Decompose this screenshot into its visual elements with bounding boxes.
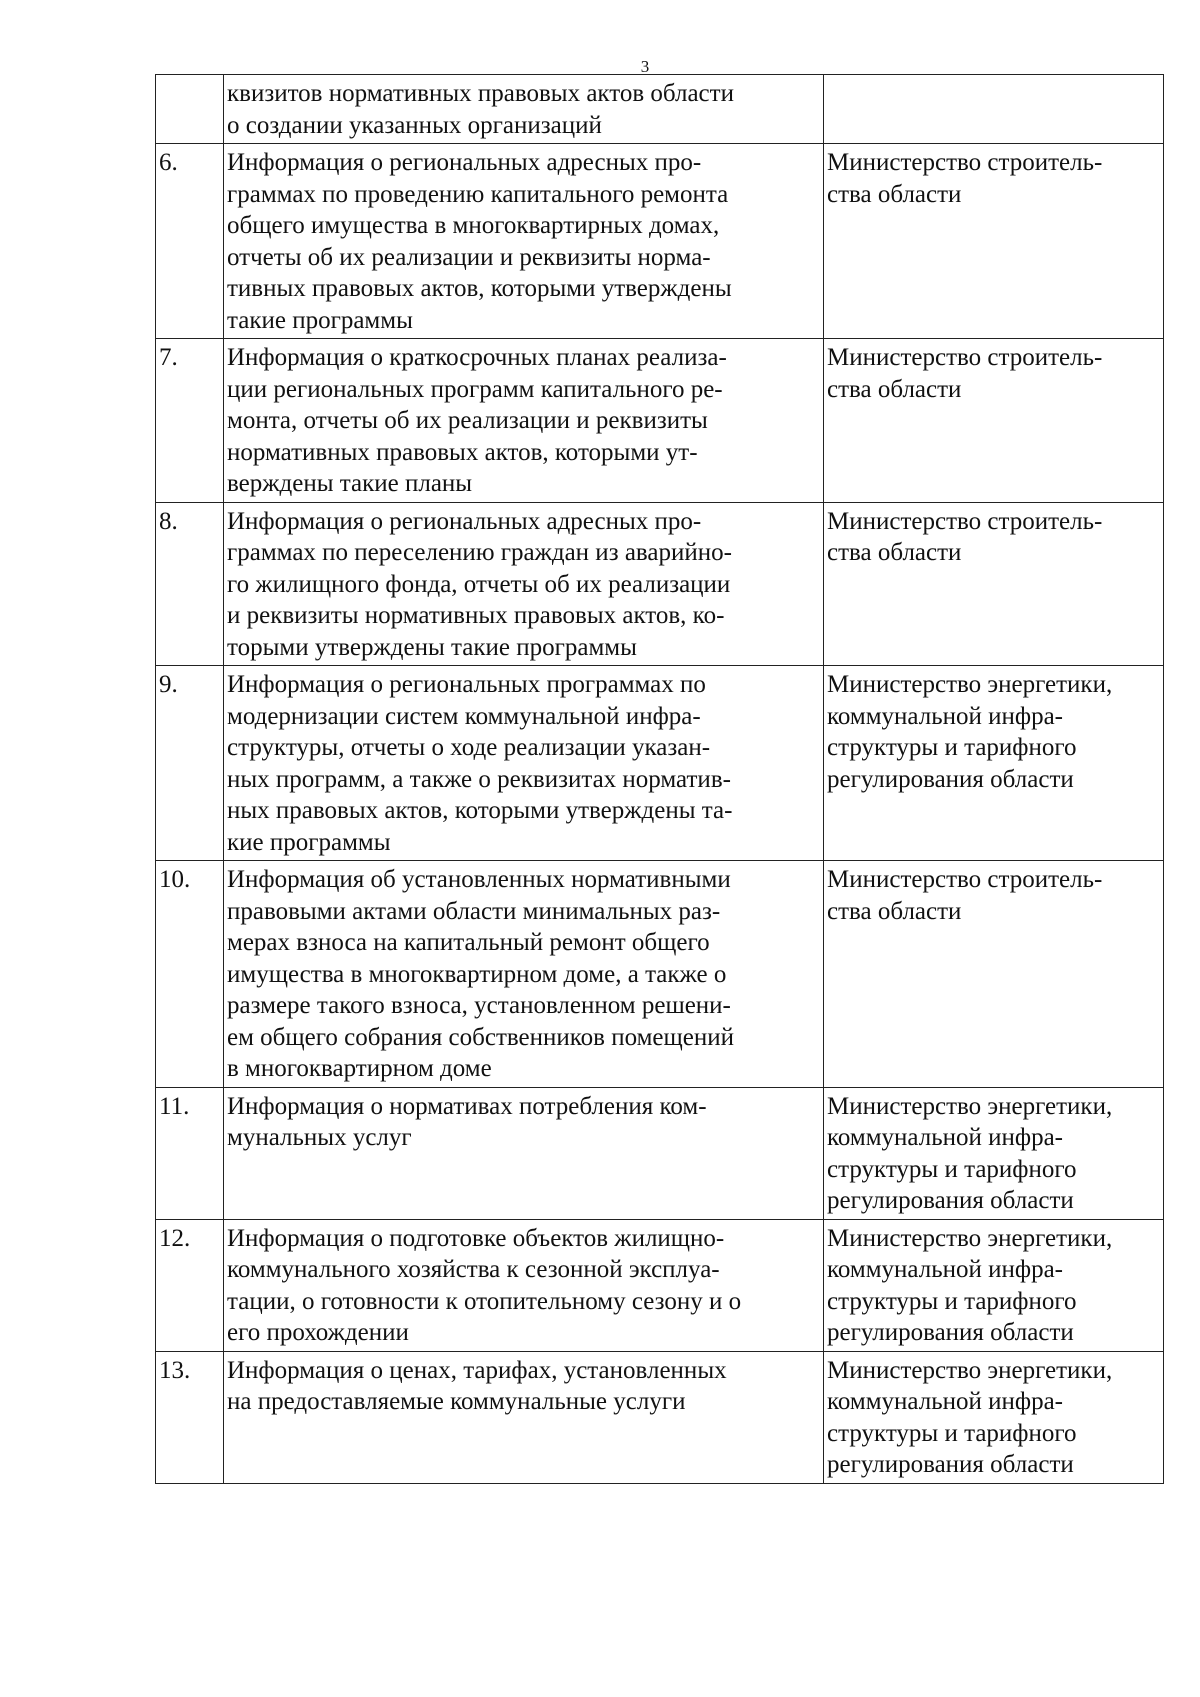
- row-number: 6.: [156, 144, 224, 339]
- information-table: [155, 74, 1164, 1484]
- responsible-cell: Министерство строитель- ства области: [824, 339, 1164, 503]
- table-row: [156, 144, 1164, 339]
- row-number: 7.: [156, 339, 224, 503]
- info-cell: квизитов нормативных правовых актов области о создании указанных организаций: [224, 75, 824, 144]
- responsible-cell: Министерство строитель- ства области: [824, 144, 1164, 339]
- info-cell: Информация об установленных нормативными правовыми актами области минимальных раз- мерах взноса на капитальный ремонт общего имущества в многоквартирном доме, а также о размере такого взноса, установленном решени- ем общего собрания собственников помещений в многоквартирном доме: [224, 861, 824, 1088]
- table-row: [156, 75, 1164, 144]
- row-number: 13.: [156, 1351, 224, 1483]
- page-number: 3: [640, 57, 650, 76]
- table-row: [156, 1351, 1164, 1483]
- responsible-cell: Министерство энергетики, коммунальной инфра- структуры и тарифного регулирования области: [824, 1087, 1164, 1219]
- row-number: 9.: [156, 666, 224, 861]
- responsible-cell: Министерство энергетики, коммунальной инфра- структуры и тарифного регулирования области: [824, 666, 1164, 861]
- responsible-cell: Министерство энергетики, коммунальной инфра- структуры и тарифного регулирования области: [824, 1219, 1164, 1351]
- row-number: 11.: [156, 1087, 224, 1219]
- info-cell: Информация о региональных адресных про- граммах по проведению капитального ремонта общего имущества в многоквартирных домах, отчеты об их реализации и реквизиты норма- тивных правовых актов, которыми утверждены такие программы: [224, 144, 824, 339]
- responsible-cell: Министерство энергетики, коммунальной инфра- структуры и тарифного регулирования области: [824, 1351, 1164, 1483]
- row-number: 8.: [156, 502, 224, 666]
- info-cell: Информация о краткосрочных планах реализа- ции региональных программ капитального ре- монта, отчеты об их реализации и реквизиты нормативных правовых актов, которыми ут- верждены такие планы: [224, 339, 824, 503]
- table-row: [156, 861, 1164, 1088]
- row-number: [156, 75, 224, 144]
- table-row: [156, 1087, 1164, 1219]
- table-row: [156, 502, 1164, 666]
- responsible-cell: Министерство строитель- ства области: [824, 502, 1164, 666]
- responsible-cell: Министерство строитель- ства области: [824, 861, 1164, 1088]
- info-cell: Информация о подготовке объектов жилищно- коммунального хозяйства к сезонной эксплуа- тации, о готовности к отопительному сезону и о его прохождении: [224, 1219, 824, 1351]
- row-number: 10.: [156, 861, 224, 1088]
- info-cell: Информация о ценах, тарифах, установленных на предоставляемые коммунальные услуги: [224, 1351, 824, 1483]
- table-row: [156, 339, 1164, 503]
- info-cell: Информация о нормативах потребления ком- мунальных услуг: [224, 1087, 824, 1219]
- row-number: 12.: [156, 1219, 224, 1351]
- info-cell: Информация о региональных программах по модернизации систем коммунальной инфра- структуры, отчеты о ходе реализации указан- ных программ, а также о реквизитах норматив- ных правовых актов, которыми утверждены та- кие программы: [224, 666, 824, 861]
- info-cell: Информация о региональных адресных про- граммах по переселению граждан из аварийно- го жилищного фонда, отчеты об их реализации и реквизиты нормативных правовых актов, ко- торыми утверждены такие программы: [224, 502, 824, 666]
- table-row: [156, 1219, 1164, 1351]
- responsible-cell: [824, 75, 1164, 144]
- table-row: [156, 666, 1164, 861]
